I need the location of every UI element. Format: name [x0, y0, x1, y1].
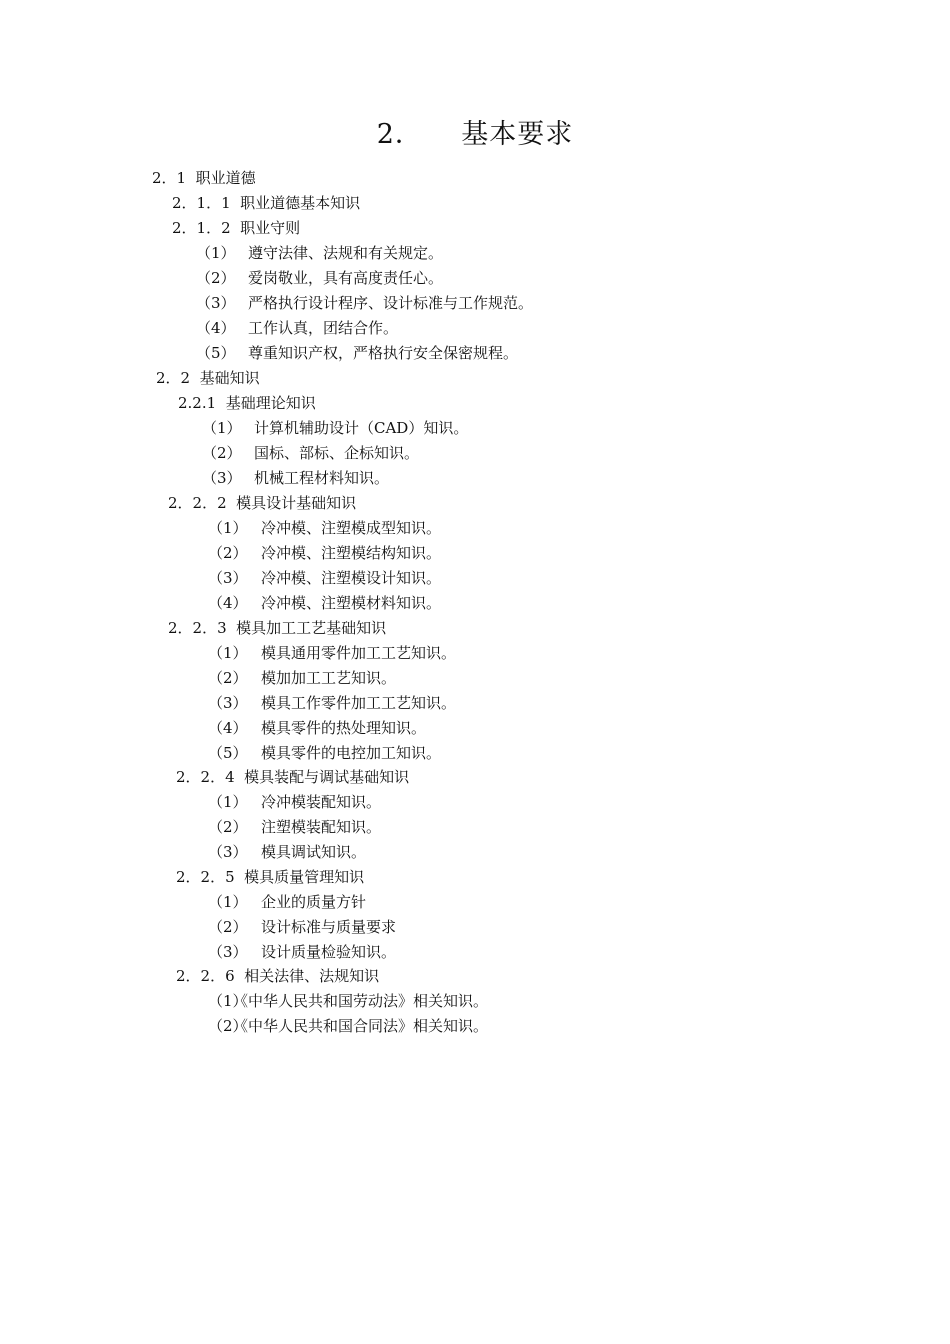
list-item: [196, 318, 398, 338]
section-heading: 2．1 职业道德: [152, 169, 256, 187]
item-number: （3）: [208, 569, 248, 587]
item-number: （2）: [208, 918, 248, 936]
item-text: 模具调试知识。: [261, 843, 367, 861]
item-text: 《中华人民共和国劳动法》相关知识。: [240, 992, 489, 1010]
item-number: （3）: [196, 294, 236, 312]
list-item: [208, 792, 381, 812]
item-text: 尊重知识产权，严格执行安全保密规程。: [248, 344, 519, 362]
item-text: 模加加工工艺知识。: [261, 669, 397, 687]
list-item: [208, 543, 441, 563]
list-item: [208, 568, 441, 588]
item-text: 机械工程材料知识。: [254, 469, 390, 487]
list-item: [196, 268, 443, 288]
item-number: （1）: [208, 793, 248, 811]
list-item: [208, 917, 396, 937]
item-number: （3）: [208, 943, 248, 961]
item-text: 计算机辅助设计（CAD）知识。: [254, 419, 469, 437]
list-item: [208, 1016, 488, 1036]
item-number: （1）: [202, 419, 242, 437]
list-item: [208, 718, 426, 738]
item-text: 设计质量检验知识。: [261, 943, 397, 961]
list-item: [196, 243, 443, 263]
list-item: [208, 842, 366, 862]
item-number: （2）: [196, 269, 236, 287]
item-number: （2）: [208, 669, 248, 687]
item-text: 冷冲模、注塑模材料知识。: [261, 594, 442, 612]
subsection-heading: 2．2．3 模具加工工艺基础知识: [168, 619, 387, 637]
item-text: 企业的质量方针: [261, 893, 367, 911]
item-number: （2）: [208, 544, 248, 562]
item-text: 国标、部标、企标知识。: [254, 444, 420, 462]
item-number: （5）: [208, 744, 248, 762]
item-number: （1）: [208, 519, 248, 537]
list-item: [202, 468, 389, 488]
list-item: [208, 643, 456, 663]
list-item: [208, 743, 441, 763]
subsection-heading: 2．2．2 模具设计基础知识: [168, 494, 357, 512]
item-text: 冷冲模、注塑模成型知识。: [261, 519, 442, 537]
item-text: 模具零件的热处理知识。: [261, 719, 427, 737]
item-number: （3）: [208, 843, 248, 861]
subsection-heading: 2．2．6 相关法律、法规知识: [176, 967, 380, 985]
list-item: [208, 942, 396, 962]
list-item: [202, 418, 468, 438]
item-text: 模具工作零件加工工艺知识。: [261, 694, 457, 712]
list-item: [208, 817, 381, 837]
item-text: 模具零件的电控加工知识。: [261, 744, 442, 762]
item-number: （1）: [208, 644, 248, 662]
item-text: 工作认真，团结合作。: [248, 319, 399, 337]
subsection-heading: 2．1．1 职业道德基本知识: [172, 194, 361, 212]
item-text: 设计标准与质量要求: [261, 918, 397, 936]
list-item: [208, 593, 441, 613]
item-number: （3）: [202, 469, 242, 487]
item-number: （1）: [208, 992, 248, 1010]
item-number: （1）: [208, 893, 248, 911]
item-number: （4）: [196, 319, 236, 337]
item-text: 遵守法律、法规和有关规定。: [248, 244, 444, 262]
page-title: 2． 基本要求: [376, 119, 574, 150]
item-text: 冷冲模、注塑模结构知识。: [261, 544, 442, 562]
list-item: [208, 518, 441, 538]
item-text: 《中华人民共和国合同法》相关知识。: [240, 1017, 489, 1035]
item-text: 严格执行设计程序、设计标准与工作规范。: [248, 294, 534, 312]
subsection-heading: 2.2.1 基础理论知识: [178, 394, 316, 412]
item-text: 冷冲模装配知识。: [261, 793, 382, 811]
item-number: （2）: [208, 1017, 248, 1035]
item-number: （1）: [196, 244, 236, 262]
subsection-heading: 2．2．5 模具质量管理知识: [176, 868, 365, 886]
list-item: [208, 668, 396, 688]
list-item: [196, 293, 533, 313]
list-item: [202, 443, 419, 463]
subsection-heading: 2．1．2 职业守则: [172, 219, 301, 237]
item-number: （4）: [208, 594, 248, 612]
list-item: [208, 991, 488, 1011]
item-text: 冷冲模、注塑模设计知识。: [261, 569, 442, 587]
list-item: [196, 343, 518, 363]
subsection-heading: 2．2．4 模具装配与调试基础知识: [176, 768, 410, 786]
item-text: 模具通用零件加工工艺知识。: [261, 644, 457, 662]
item-number: （2）: [202, 444, 242, 462]
list-item: [208, 892, 366, 912]
item-text: 注塑模装配知识。: [261, 818, 382, 836]
item-number: （4）: [208, 719, 248, 737]
list-item: [208, 693, 456, 713]
item-number: （5）: [196, 344, 236, 362]
item-text: 爱岗敬业，具有高度责任心。: [248, 269, 444, 287]
item-number: （2）: [208, 818, 248, 836]
item-number: （3）: [208, 694, 248, 712]
section-heading: 2．2 基础知识: [156, 369, 260, 387]
